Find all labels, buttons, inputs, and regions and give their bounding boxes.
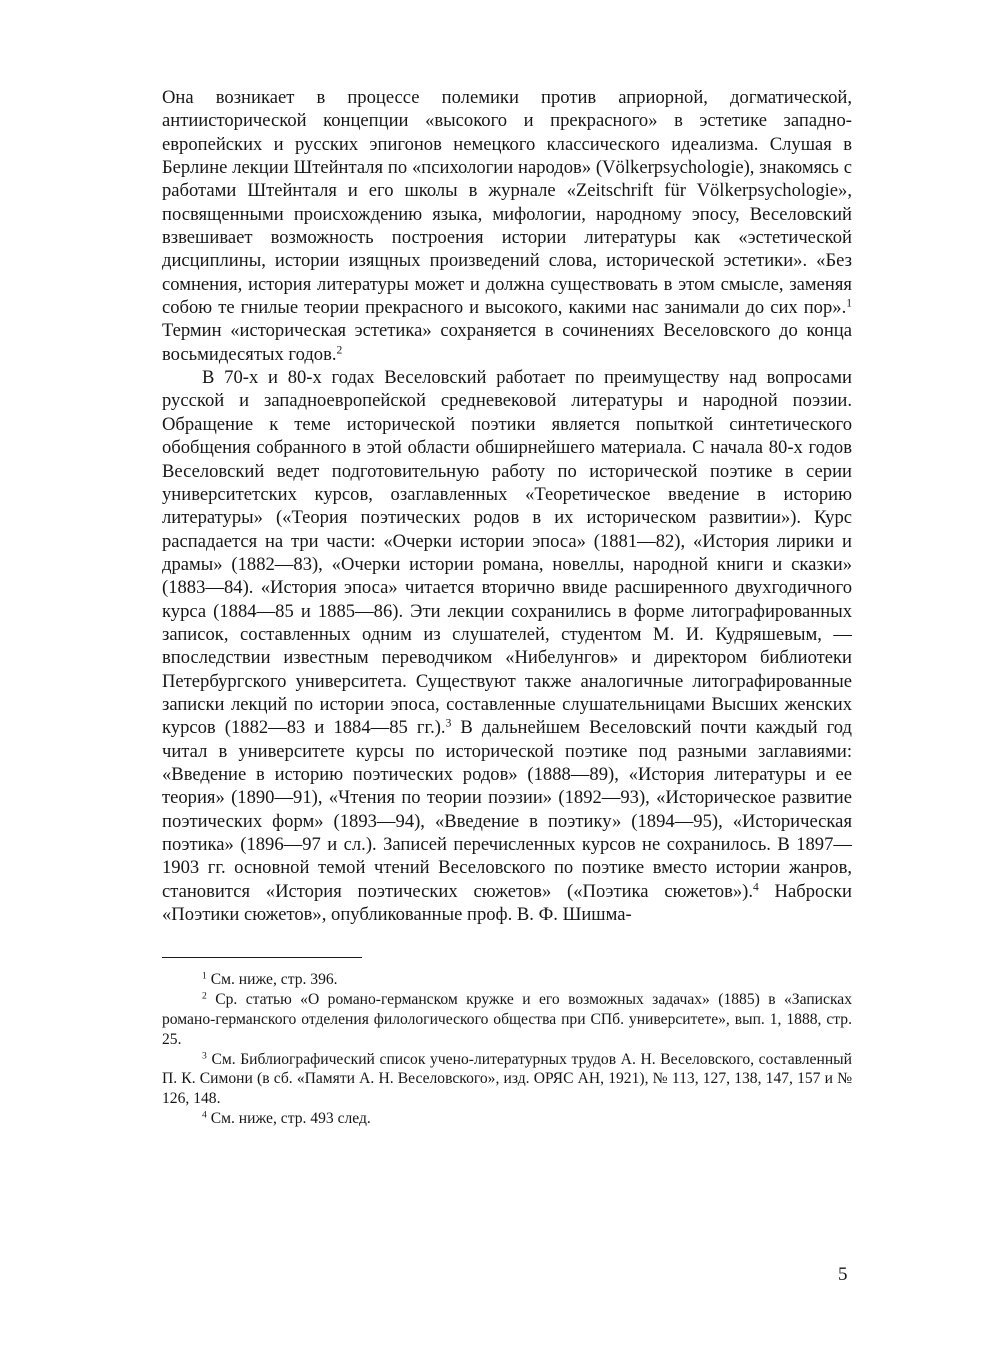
footnote-reference: 2 <box>336 344 343 357</box>
book-page <box>162 86 852 1356</box>
paragraph-polemic <box>162 86 852 366</box>
footnote-mark: 4 <box>202 1109 207 1121</box>
footnote-text: См. ниже, стр. 493 след. <box>206 1109 371 1127</box>
footnote-mark: 2 <box>202 990 207 1002</box>
paragraph-courses <box>162 366 852 926</box>
footnote-3 <box>162 1050 852 1109</box>
footnote-mark: 1 <box>202 971 207 983</box>
footnote-4 <box>162 1109 852 1129</box>
paragraph-text: В 70-х и 80-х годах Веселовский работает по преимуществу над вопросами русской и западноевропейской средневековой литературы и народной поэзии. Обращение к теме исторической поэтики является попыткой синтетического обобщения собранного в этой области обширнейшего материала. С начала 80-х годов Веселовский ведет подготовительную работу по исторической поэтике в серии университетских курсов, озаглавленных «Теоретическое введение в историю литературы» («Теория поэтических родов в их историческом развитии»). Курс распадается на три части: «Очерки истории эпоса» (1881—82), «История лирики и драмы» (1882—83), «Очерки истории романа, новеллы, народной книги и сказки» (1883—84). «История эпоса» читается вторично ввиде расширенного двухгодичного курса (1884—85 и 1885—86). Эти лекции сохранились в форме литографированных записок, составленных одним из слушателей, студентом М. И. Кудряшевым, — впоследствии известным переводчиком «Нибелунгов» и директором библиотеки Петербургского университета. Существуют также аналогичные литографированные записки лекций по истории эпоса, составленные слушательницами Высших женских курсов (1882—83 и 1884—85 гг.). <box>162 367 852 739</box>
paragraph-text: Она возникает в процессе полемики против априорной, догматической, антиисторической концепции «высокого и прекрасного» в эстетике западноевропейских и русских эпигонов немецкого классического идеализма. Слушая в Берлине лекции Штейнталя по «психологии народов» (Völkerpsychologie), знакомясь с работами Штейнталя и его школы в журнале «Zeitschrift für Völkerpsychologie», посвященными происхождению языка, мифологии, народному эпосу, Веселовский взвешивает возможность построения истории литературы как «эстетической дисциплины, истории изящных произведений слова, исторической эстетики». «Без сомнения, история литературы может и должна существовать в этом смысле, заменяя собою те гнилые теории прекрасного и высокого, какими нас занимали до сих пор». <box>162 87 852 319</box>
paragraph-text: Термин «историческая эстетика» сохраняется в сочинениях Веселовского до конца восьмидесятых годов. <box>162 320 852 365</box>
footnote-text: Ср. статью «О романо-германском кружке и его возможных задачах» (1885) в «Записках романо-германского отделения филологического общества при СПб. университете», вып. 1, 1888, стр. 25. <box>162 991 852 1048</box>
footnote-1 <box>162 970 852 990</box>
paragraph-text: В дальнейшем Веселовский почти каждый год читал в университете курсы по исторической поэтике под разными заглавиями: «Введение в историю поэтических родов» (1888—89), «История литературы и ее теория» (1890—91), «Чтения по теории поэзии» (1892—93), «Историческое развитие поэтических форм» (1893—94), «Введение в поэтику» (1894—95), «Историческая поэтика» (1896—97 и сл.). Записей перечисленных курсов не сохранилось. В 1897—1903 гг. основной темой чтений Веселовского по поэтике вместо истории жанров, становится «История поэтических сюжетов» («Поэтика сюжетов»). <box>162 717 852 902</box>
paragraph-text: Наброски «Поэтики сюжетов», опубликованные проф. В. Ф. Шишма- <box>162 880 852 926</box>
body-text <box>162 86 852 926</box>
footnotes <box>162 970 852 1128</box>
footnote-reference: 4 <box>752 881 759 894</box>
footnote-mark: 3 <box>202 1050 207 1062</box>
footnote-text: См. ниже, стр. 396. <box>206 971 338 989</box>
footnote-reference: 3 <box>445 717 452 730</box>
footnote-reference: 1 <box>846 297 852 310</box>
footnote-2 <box>162 990 852 1049</box>
footnote-separator <box>162 957 362 958</box>
page-number: 5 <box>838 1264 848 1285</box>
footnote-text: См. Библиографический список учено-литературных трудов А. Н. Веселовского, составленный П. К. Симони (в сб. «Памяти А. Н. Веселовского», изд. ОРЯС АН, 1921), № 113, 127, 138, 147, 157 и № 126, 148. <box>162 1050 852 1108</box>
